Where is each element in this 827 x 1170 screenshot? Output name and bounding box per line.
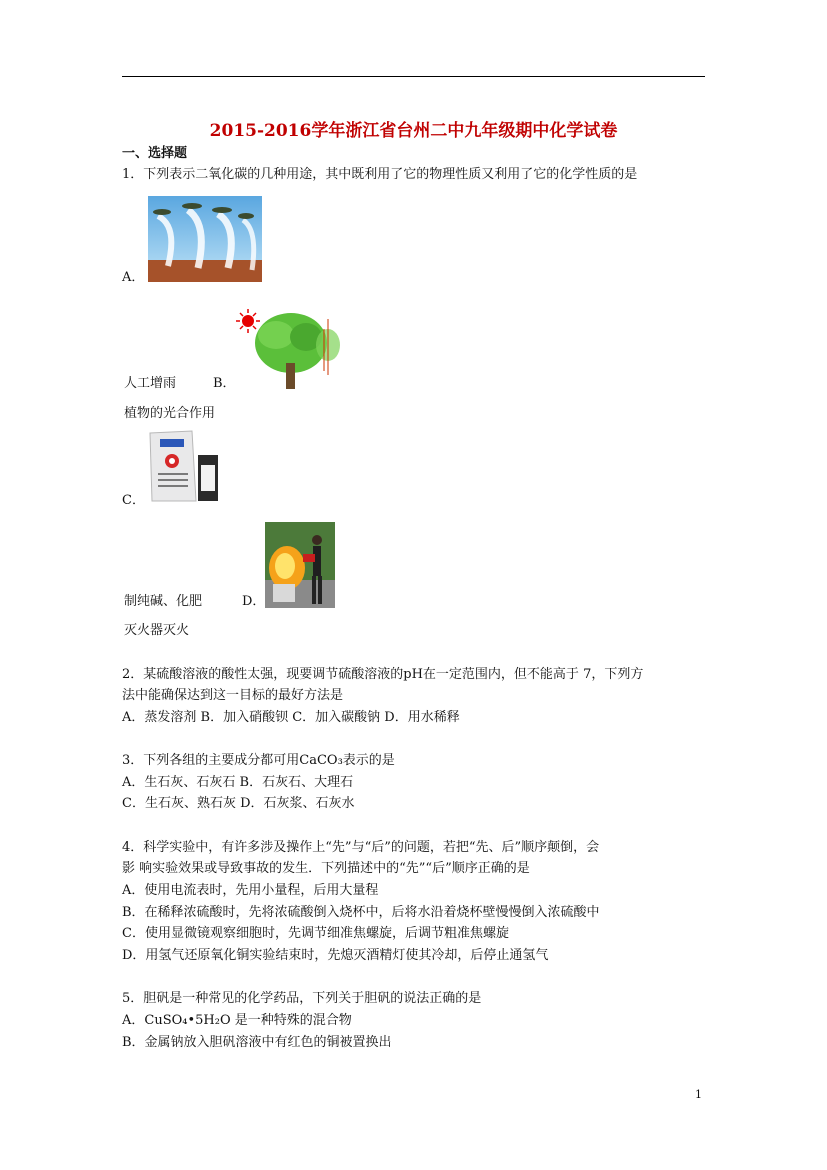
- q3-stem: 3．下列各组的主要成分都可用CaCO₃表示的是: [122, 753, 395, 768]
- q4-option-b: B．在稀释浓硫酸时，先将浓硫酸倒入烧杯中，后将水沿着烧杯壁慢慢倒入浓硫酸中: [122, 905, 600, 920]
- q4-stem-line1: 4．科学实验中，有许多涉及操作上“先”与“后”的问题，若把“先、后”顺序颠倒，会: [122, 840, 600, 855]
- section-heading: 一、选择题: [122, 146, 188, 161]
- exam-title: 2015-2016学年浙江省台州二中九年级期中化学试卷: [209, 121, 618, 141]
- q3-options-row1: A．生石灰、石灰石 B．石灰石、大理石: [122, 775, 354, 790]
- q1-option-d-letter: D．: [242, 594, 266, 609]
- q4-option-c: C．使用显微镜观察细胞时，先调节细准焦螺旋，后调节粗准焦螺旋: [122, 926, 509, 941]
- q4-option-a: A．使用电流表时，先用小量程，后用大量程: [122, 883, 379, 898]
- q1-option-d-text: 灭火器灭火: [124, 623, 190, 638]
- q1-option-b-letter: B．: [213, 376, 236, 391]
- q2-stem-line1: 2．某硫酸溶液的酸性太强，现要调节硫酸溶液的pH在一定范围内，但不能高于 7，下列方: [122, 667, 644, 682]
- q1-option-a-text: 人工增雨: [124, 376, 177, 391]
- q5-option-a: A．CuSO₄•5H₂O 是一种特殊的混合物: [122, 1013, 352, 1028]
- q1-option-b-text: 植物的光合作用: [124, 406, 216, 421]
- q1-option-c-text: 制纯碱、化肥: [124, 594, 203, 609]
- page-number: 1: [695, 1088, 702, 1101]
- fire-extinguisher-image: [265, 522, 335, 608]
- q5-stem: 5．胆矾是一种常见的化学药品，下列关于胆矾的说法正确的是: [122, 991, 482, 1006]
- helicopter-rain-image: [148, 196, 262, 282]
- q2-stem-line2: 法中能确保达到这一目标的最好方法是: [122, 688, 344, 703]
- q4-stem-line2: 影 响实验效果或导致事故的发生．下列描述中的“先”“后”顺序正确的是: [122, 861, 530, 876]
- q2-options: A．蒸发溶剂 B．加入硝酸钡 C．加入碳酸钠 D．用水稀释: [122, 710, 460, 725]
- q5-option-b: B．金属钠放入胆矾溶液中有红色的铜被置换出: [122, 1035, 392, 1050]
- header-rule: [122, 76, 705, 77]
- q1-stem: 1．下列表示二氧化碳的几种用途，其中既利用了它的物理性质又利用了它的化学性质的是: [122, 167, 638, 182]
- q4-option-d: D．用氢气还原氧化铜实验结束时，先熄灭酒精灯使其冷却，后停止通氢气: [122, 948, 549, 963]
- q1-option-a-letter: A．: [122, 270, 145, 285]
- q3-options-row2: C．生石灰、熟石灰 D．石灰浆、石灰水: [122, 796, 355, 811]
- q1-option-c-letter: C．: [122, 493, 145, 508]
- photosynthesis-tree-image: [236, 305, 348, 391]
- soda-ash-bag-image: [148, 429, 222, 503]
